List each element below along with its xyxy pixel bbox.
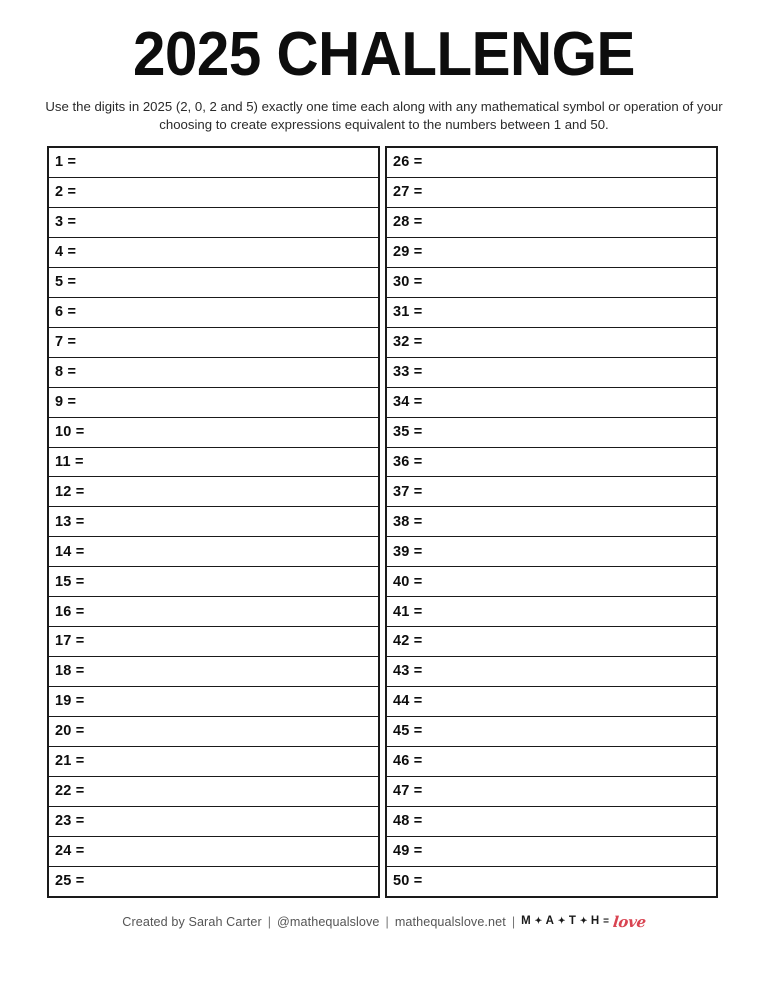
answer-row-label: 42 = (393, 633, 423, 650)
answer-row-label: 44 = (393, 693, 423, 710)
answer-row-label: 13 = (55, 513, 85, 530)
answer-row-label: 6 = (55, 303, 77, 320)
answer-row-label: 18 = (55, 663, 85, 680)
footer (0, 914, 768, 929)
page-subtitle: Use the digits in 2025 (2, 0, 2 and 5) exactly one time each along with any mathematical symbol or operation of your choosing to create expressions equivalent to the numbers between 1 and 50. (45, 99, 723, 132)
answer-row[interactable] (49, 687, 378, 717)
answer-row[interactable] (387, 537, 716, 567)
answer-row[interactable] (387, 148, 716, 178)
logo-plus-icon: ✦ (534, 915, 543, 926)
answer-row[interactable] (49, 627, 378, 657)
answer-row-label: 29 = (393, 244, 423, 261)
logo-plus-icon: ✦ (579, 915, 588, 926)
answer-row[interactable] (49, 178, 378, 208)
answer-row-label: 50 = (393, 873, 423, 890)
page-title: 2025 CHALLENGE (133, 20, 635, 89)
logo-letter: M (521, 914, 532, 927)
answer-row-label: 27 = (393, 184, 423, 201)
answer-row[interactable] (387, 687, 716, 717)
answer-row[interactable] (387, 777, 716, 807)
footer-separator-2: | (385, 914, 389, 929)
answer-column-left (47, 146, 380, 898)
answer-row[interactable] (387, 298, 716, 328)
answer-row[interactable] (49, 148, 378, 178)
answer-row-label: 1 = (55, 154, 77, 171)
answer-row-label: 34 = (393, 393, 423, 410)
answer-row-label: 17 = (55, 633, 85, 650)
answer-row-label: 46 = (393, 753, 423, 770)
answer-row[interactable] (49, 358, 378, 388)
answer-row[interactable] (387, 867, 716, 896)
answer-row[interactable] (49, 208, 378, 238)
answer-row[interactable] (49, 567, 378, 597)
logo-love-wordmark: love (612, 913, 647, 931)
answer-row-label: 43 = (393, 663, 423, 680)
answer-row[interactable] (387, 807, 716, 837)
answer-row-label: 32 = (393, 333, 423, 350)
logo-equals-icon: = (603, 915, 609, 927)
answer-row-label: 45 = (393, 723, 423, 740)
answer-row-label: 12 = (55, 483, 85, 500)
answer-row[interactable] (387, 567, 716, 597)
answer-row[interactable] (49, 537, 378, 567)
answer-column-right (385, 146, 718, 898)
answer-row[interactable] (387, 597, 716, 627)
answer-row[interactable] (49, 448, 378, 478)
answer-row[interactable] (49, 777, 378, 807)
answer-row-label: 20 = (55, 723, 85, 740)
answer-row-label: 49 = (393, 843, 423, 860)
footer-website-link[interactable]: mathequalslove.net (394, 914, 506, 929)
answer-row[interactable] (387, 747, 716, 777)
answer-row[interactable] (387, 208, 716, 238)
answer-row-label: 11 = (55, 453, 84, 470)
answer-row-label: 28 = (393, 214, 423, 231)
answer-row-label: 47 = (393, 783, 423, 800)
answer-row[interactable] (387, 358, 716, 388)
answer-row[interactable] (387, 627, 716, 657)
answer-row[interactable] (49, 328, 378, 358)
answer-row[interactable] (49, 747, 378, 777)
answer-row-label: 36 = (393, 453, 423, 470)
answer-row-label: 7 = (55, 333, 77, 350)
answer-row[interactable] (387, 418, 716, 448)
answer-row-label: 22 = (55, 783, 85, 800)
answer-row-label: 24 = (55, 843, 85, 860)
answer-row[interactable] (49, 867, 378, 896)
answer-row-label: 33 = (393, 363, 423, 380)
answer-row-label: 37 = (393, 483, 423, 500)
answer-row-label: 3 = (55, 214, 77, 231)
answer-row-label: 4 = (55, 244, 77, 261)
answer-row-label: 23 = (55, 813, 85, 830)
answer-row-label: 48 = (393, 813, 423, 830)
answer-row[interactable] (49, 477, 378, 507)
answer-row[interactable] (49, 507, 378, 537)
answer-row[interactable] (49, 837, 378, 867)
footer-separator-3: | (511, 914, 516, 929)
answer-row-label: 38 = (393, 513, 423, 530)
answer-row[interactable] (387, 507, 716, 537)
answer-row-label: 10 = (55, 423, 85, 440)
answer-row[interactable] (49, 388, 378, 418)
answer-row[interactable] (49, 268, 378, 298)
answer-row-label: 19 = (55, 693, 85, 710)
answer-row-label: 5 = (55, 274, 77, 291)
answer-row[interactable] (49, 807, 378, 837)
answer-row[interactable] (387, 328, 716, 358)
answer-row[interactable] (387, 448, 716, 478)
logo-letter: A (545, 914, 555, 927)
answer-row[interactable] (387, 657, 716, 687)
answer-row[interactable] (387, 837, 716, 867)
answer-row[interactable] (49, 238, 378, 268)
footer-social-handle: @mathequalslove (277, 914, 380, 929)
logo-letter: T (568, 914, 577, 927)
answer-row-label: 2 = (55, 184, 77, 201)
answer-row[interactable] (49, 657, 378, 687)
mathequalslove-logo (521, 914, 646, 929)
answer-row-label: 40 = (393, 573, 423, 590)
answer-row[interactable] (387, 717, 716, 747)
answer-row[interactable] (387, 477, 716, 507)
answer-row-label: 35 = (393, 423, 423, 440)
answer-row[interactable] (49, 597, 378, 627)
answer-row-label: 15 = (55, 573, 85, 590)
answer-row[interactable] (387, 268, 716, 298)
answer-row-label: 21 = (55, 753, 85, 770)
answer-row[interactable] (387, 388, 716, 418)
answer-row[interactable] (387, 238, 716, 268)
answer-row-label: 9 = (55, 393, 77, 410)
answer-grid (47, 146, 718, 898)
answer-row[interactable] (49, 418, 378, 448)
answer-row-label: 31 = (393, 303, 423, 320)
answer-row-label: 39 = (393, 543, 423, 560)
footer-separator-1: | (267, 914, 272, 929)
logo-letter: H (590, 914, 600, 927)
answer-row-label: 25 = (55, 873, 85, 890)
answer-row[interactable] (49, 298, 378, 328)
logo-plus-icon: ✦ (557, 915, 566, 926)
answer-row-label: 8 = (55, 363, 77, 380)
footer-credit: Created by Sarah Carter (122, 914, 262, 929)
answer-row-label: 30 = (393, 274, 423, 291)
answer-row[interactable] (387, 178, 716, 208)
answer-row[interactable] (49, 717, 378, 747)
answer-row-label: 16 = (55, 603, 85, 620)
answer-row-label: 26 = (393, 154, 423, 171)
answer-row-label: 41 = (393, 603, 423, 620)
answer-row-label: 14 = (55, 543, 85, 560)
